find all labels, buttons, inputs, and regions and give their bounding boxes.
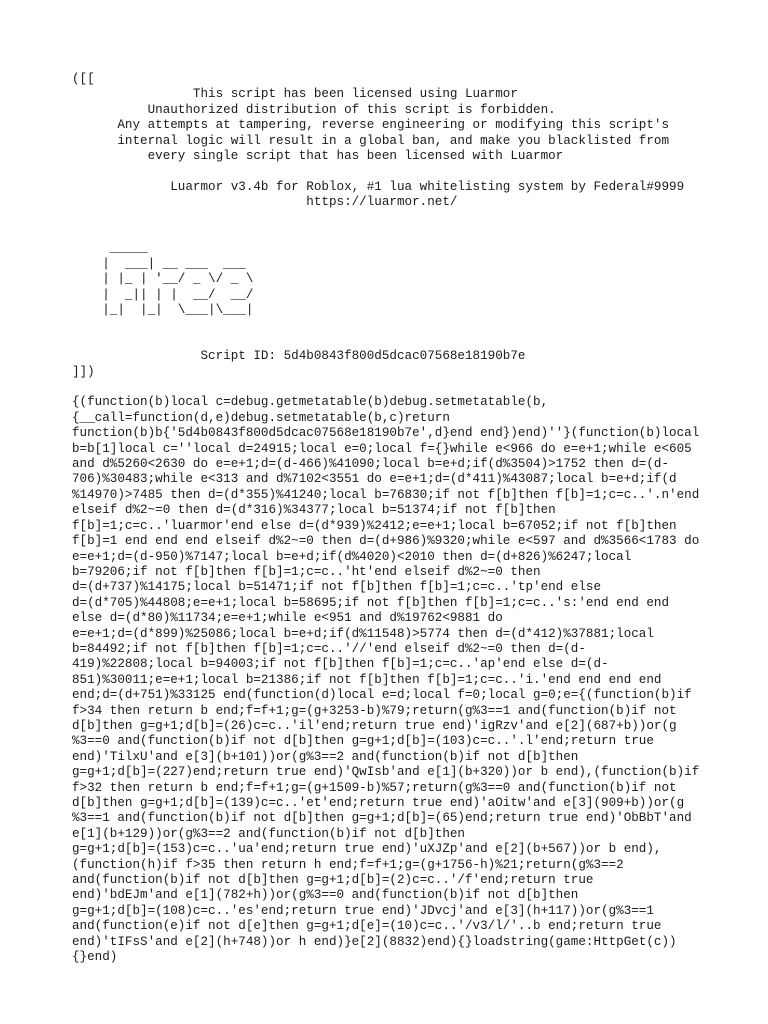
spacer <box>72 318 712 333</box>
luarmor-url: https://luarmor.net/ <box>72 195 458 210</box>
license-line-2: Unauthorized distribution of this script is forbidden. <box>72 102 556 117</box>
license-line-1: This script has been licensed using Luarmor <box>72 87 518 102</box>
ascii-art-line-2: | ___| __ ___ ___ <box>72 256 246 271</box>
license-blank <box>72 164 712 179</box>
spacer <box>72 334 712 349</box>
spacer <box>72 380 712 395</box>
comment-open: ([[ <box>72 72 95 86</box>
script-document <box>72 72 712 965</box>
luarmor-version-line: Luarmor v3.4b for Roblox, #1 lua whitelisting system by Federal#9999 <box>72 179 685 194</box>
ascii-art-line-1: _____ <box>72 241 148 256</box>
obfuscated-code: {(function(b)local c=debug.getmetatable(b)debug.setmetatable(b, {__call=function(d,e)debug.setmetatable(b,c)return function(b)b{'5d4b0843f800d5dcac07568e18190b7e',d}end end})end)''}(function(b)local b=b[1]local c=''local d=24915;local e=0;local f={}while e<966 do e=e+1;while e<605 and d%5260<2630 do e=e+1;d=(d-466)%41090;local b=e+d;if(d%3504)>1752 then d=(d- 706)%30483;while e<313 and d%7102<3551 do e=e+1;d=(d*411)%43087;local b=e+d;if(d %14970)>7485 then d=(d*355)%41240;local b=76830;if not f[b]then f[b]=1;c=c..'.n'end elseif d%2~=0 then d=(d*316)%34377;local b=51374;if not f[b]then f[b]=1;c=c..'luarmor'end else d=(d*939)%2412;e=e+1;local b=67052;if not f[b]then f[b]=1 end end end elseif d%2~=0 then d=(d+986)%9320;while e<597 and d%3566<1783 do e=e+1;d=(d-950)%7147;local b=e+d;if(d%4020)<2010 then d=(d+826)%6247;local b=79206;if not f[b]then f[b]=1;c=c..'ht'end elseif d%2~=0 then d=(d+737)%14175;local b=51471;if not f[b]then f[b]=1;c=c..'tp'end else d=(d*705)%44808;e=e+1;local b=58695;if not f[b]then f[b]=1;c=c..'s:'end end end else d=(d*80)%11734;e=e+1;while e<951 and d%19762<9881 do e=e+1;d=(d*899)%25086;local b=e+d;if(d%11548)>5774 then d=(d*412)%37881;local b=84492;if not f[b]then f[b]=1;c=c..'//'end elseif d%2~=0 then d=(d- 419)%22808;local b=94003;if not f[b]then f[b]=1;c=c..'ap'end else d=(d- 851)%30011;e=e+1;local b=21386;if not f[b]then f[b]=1;c=c..'i.'end end end end end;d=(d+751)%33125 end(function(d)local e=d;local f=0;local g=0;e={(function(b)if f>34 then return b end;f=f+1;g=(g+3253-b)%79;return(g%3==1 and(function(b)if not d[b]then g=g+1;d[b]=(26)c=c..'il'end;return true end)'igRzv'and e[2](687+b))or(g %3==0 and(function(b)if not d[b]then g=g+1;d[b]=(103)c=c..'.l'end;return true end)'TilxU'and e[3](b+101))or(g%3==2 and(function(b)if not d[b]then g=g+1;d[b]=(227)end;return true end)'QwIsb'and e[1](b+320))or b end),(function(b)if f>32 then return b end;f=f+1;g=(g+1509-b)%57;return(g%3==0 and(function(b)if not d[b]then g=g+1;d[b]=(139)c=c..'et'end;return true end)'aOitw'and e[3](909+b))or(g %3==1 and(function(b)if not d[b]then g=g+1;d[b]=(65)end;return true end)'ObBbT'and e[1](b+129))or(g%3==2 and(function(b)if not d[b]then g=g+1;d[b]=(153)c=c..'ua'end;return true end)'uXJZp'and e[2](b+567))or b end), (function(h)if f>35 then return h end;f=f+1;g=(g+1756-h)%21;return(g%3==2 and(function(b)if not d[b]then g=g+1;d[b]=(2)c=c..'/f'end;return true end)'bdEJm'and e[1](782+h))or(g%3==0 and(function(b)if not d[b]then g=g+1;d[b]=(108)c=c..'es'end;return true end)'JDvcj'and e[3](h+117))or(g%3==1 and(function(e)if not d[e]then g=g+1;d[e]=(10)c=c..'/v3/l/'..b end;return true end)'tIFsS'and e[2](h+748))or h end)}e[2](8832)end){}loadstring(game:HttpGet(c)) {}end) <box>72 395 700 965</box>
license-line-3: Any attempts at tampering, reverse engineering or modifying this script's <box>72 118 670 133</box>
license-line-5: every single script that has been licensed with Luarmor <box>72 149 564 164</box>
ascii-art-line-4: | _|| | | __/ __/ <box>72 287 254 302</box>
spacer <box>72 211 712 226</box>
comment-close: ]]) <box>72 364 95 379</box>
script-id: Script ID: 5d4b0843f800d5dcac07568e18190b7e <box>72 349 526 364</box>
license-line-4: internal logic will result in a global ban, and make you blacklisted from <box>72 133 670 148</box>
ascii-art-line-5: |_| |_| \___|\___| <box>72 303 254 318</box>
spacer <box>72 226 712 241</box>
ascii-art-line-3: | |_ | '__/ _ \/ _ \ <box>72 272 254 287</box>
